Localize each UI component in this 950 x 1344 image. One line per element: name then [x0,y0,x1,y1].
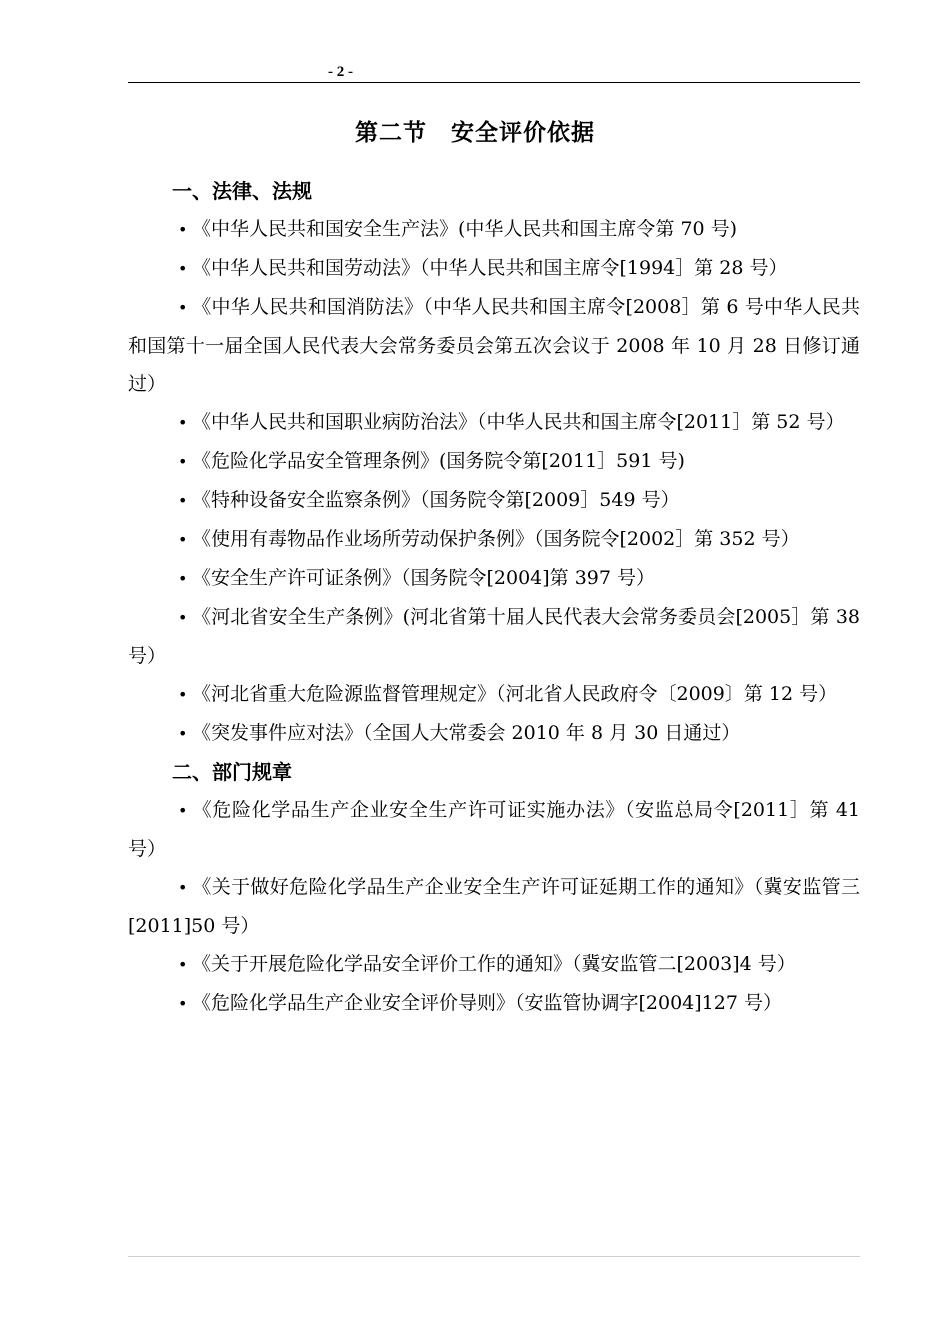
list-item: • 《河北省重大危险源监督管理规定》（河北省人民政府令〔2009〕第 12 号） [128,675,860,714]
document-body [128,172,860,1023]
bullet-icon: • [178,685,188,704]
heading-laws: 一、法律、法规 [172,179,312,203]
section-title: 第二节 安全评价依据 [355,120,595,146]
header-rule [128,82,860,83]
bullet-icon: • [178,878,188,897]
bullet-icon: • [178,569,188,588]
list-item: • 《特种设备安全监察条例》（国务院令第[2009］549 号） [128,481,860,520]
list-item: • 《危险化学品生产企业安全评价导则》（安监管协调字[2004]127 号） [128,984,860,1023]
bullet-icon: • [178,259,188,278]
list-item: • 《危险化学品安全管理条例》(国务院令第[2011］591 号) [128,442,860,481]
bullet-icon: • [178,298,188,317]
list-item: • 《关于做好危险化学品生产企业安全生产许可证延期工作的通知》（冀安监管三[2011]50 号） [128,868,860,945]
list-item: • 《中华人民共和国安全生产法》(中华人民共和国主席令第 70 号) [128,210,860,249]
bullet-icon: • [178,955,188,974]
list-item: • 《中华人民共和国劳动法》（中华人民共和国主席令[1994］第 28 号） [128,249,860,288]
list-item: • 《使用有毒物品作业场所劳动保护条例》（国务院令[2002］第 352 号） [128,520,860,559]
list-item: • 《中华人民共和国职业病防治法》（中华人民共和国主席令[2011］第 52 号） [128,403,860,442]
list-item: • 《河北省安全生产条例》(河北省第十届人民代表大会常务委员会[2005］第 38 号） [128,598,860,675]
bullet-icon: • [178,220,188,239]
list-item: • 《中华人民共和国消防法》（中华人民共和国主席令[2008］第 6 号中华人民共和国第十一届全国人民代表大会常务委员会第五次会议于 2008 年 10 月 28 日修订通过） [128,288,860,403]
list-item: • 《安全生产许可证条例》（国务院令[2004]第 397 号） [128,559,860,598]
list-item: • 《危险化学品生产企业安全生产许可证实施办法》（安监总局令[2011］第 41 号） [128,791,860,868]
bullet-icon: • [178,452,188,471]
list-item: • 《突发事件应对法》（全国人大常委会 2010 年 8 月 30 日通过） [128,714,860,753]
heading-regulations: 二、部门规章 [172,760,292,784]
bullet-icon: • [178,530,188,549]
bullet-icon: • [178,608,188,627]
bullet-icon: • [178,724,188,743]
page-number: - 2 - [328,64,353,80]
bullet-icon: • [178,491,188,510]
bullet-icon: • [178,994,188,1013]
footer-rule [128,1256,860,1257]
bullet-icon: • [178,801,188,820]
bullet-icon: • [178,413,188,432]
list-item: • 《关于开展危险化学品安全评价工作的通知》（冀安监管二[2003]4 号） [128,945,860,984]
